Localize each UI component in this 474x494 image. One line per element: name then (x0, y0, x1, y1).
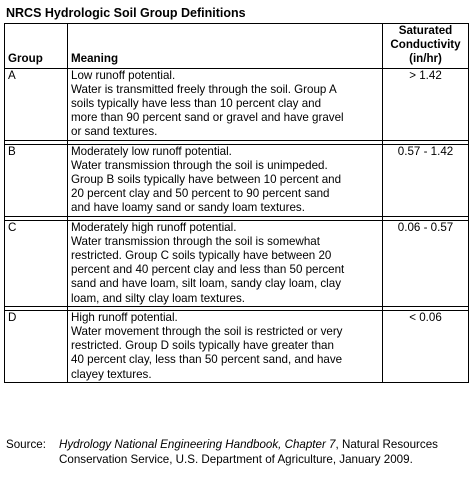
meaning-line: Low runoff potential. (71, 68, 176, 82)
meaning-cell (68, 310, 383, 382)
group-cell: D (5, 310, 68, 382)
meaning-line: restricted. Group C soils typically have between 20 (71, 249, 332, 263)
conductivity-cell: > 1.42 (383, 68, 469, 140)
meaning-line: percent and 40 percent clay and less than 50 percent (71, 263, 345, 277)
meaning-line: High runoff potential. (71, 310, 178, 324)
header-conductivity-line2: Conductivity (390, 38, 461, 52)
meaning-line: soils typically have less than 10 percent clay and (71, 97, 322, 111)
conductivity-cell: < 0.06 (383, 310, 469, 382)
source-citation (59, 437, 470, 467)
meaning-line: Group B soils typically have between 10 percent and (71, 173, 342, 187)
meaning-line: Water movement through the soil is restricted or very (71, 325, 343, 339)
meaning-line: restricted. Group D soils typically have greater than (71, 339, 334, 353)
table-row (5, 144, 469, 216)
meaning-cell (68, 144, 383, 216)
source-note (6, 437, 470, 467)
soil-group-table (4, 23, 469, 383)
conductivity-cell: 0.57 - 1.42 (383, 144, 469, 216)
header-conductivity (383, 24, 469, 69)
source-title: Hydrology National Engineering Handbook, Chapter 7 (59, 438, 336, 451)
meaning-line: sand and have loam, silt loam, sandy clay loam, clay (71, 277, 342, 291)
header-conductivity-line1: Saturated (398, 24, 453, 37)
meaning-line: 40 percent clay, less than 50 percent sand, and have (71, 353, 343, 367)
meaning-cell (68, 68, 383, 140)
meaning-line: 20 percent clay and 50 percent to 90 percent sand (71, 187, 330, 201)
conductivity-cell: 0.06 - 0.57 (383, 220, 469, 306)
header-row (5, 24, 469, 69)
meaning-line: more than 90 percent sand or gravel and have gravel (71, 111, 344, 125)
meaning-line: Water transmission through the soil is somewhat (71, 234, 320, 248)
header-group: Group (5, 24, 68, 69)
source-rest: , Natural Resources Conservation Service, U.S. Department of Agriculture, January 2009. (59, 438, 438, 466)
meaning-line: or sand textures. (71, 125, 158, 139)
table-row (5, 220, 469, 306)
group-cell: B (5, 144, 68, 216)
meaning-line: Water transmission through the soil is unimpeded. (71, 158, 328, 172)
table-row (5, 310, 469, 382)
meaning-line: clayey textures. (71, 367, 152, 381)
source-label: Source: (6, 438, 46, 451)
meaning-line: Moderately high runoff potential. (71, 220, 237, 234)
group-cell: A (5, 68, 68, 140)
group-cell: C (5, 220, 68, 306)
meaning-line: and have loamy sand or sandy loam textures. (71, 201, 305, 215)
header-conductivity-line3: (in/hr) (409, 52, 442, 66)
table-row (5, 68, 469, 140)
meaning-line: Moderately low runoff potential. (71, 144, 232, 158)
meaning-line: Water is transmitted freely through the soil. Group A (71, 82, 337, 96)
header-meaning: Meaning (68, 24, 383, 69)
meaning-cell (68, 220, 383, 306)
table-title: NRCS Hydrologic Soil Group Definitions (6, 6, 246, 20)
meaning-line: loam, and silty clay loam textures. (71, 291, 245, 305)
